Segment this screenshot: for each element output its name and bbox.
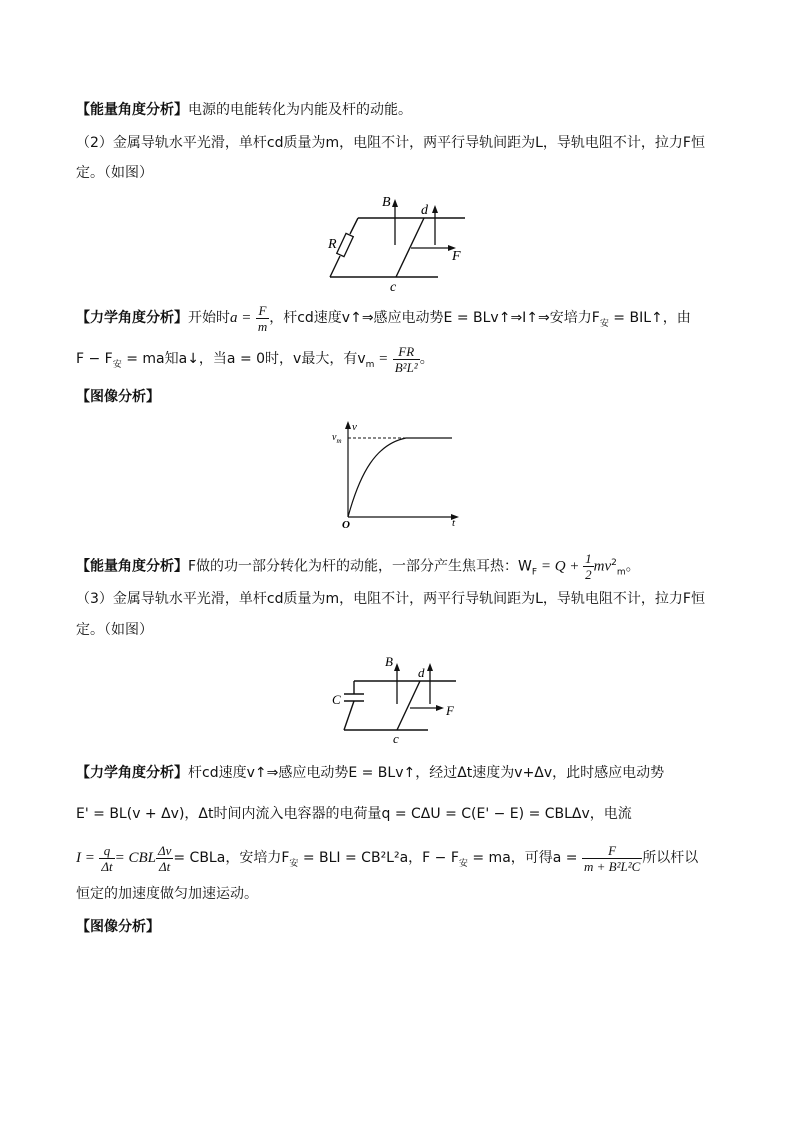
mechanics-analysis-2-line-2: E' = BL(v + Δv)，Δt时间内流入电容器的电荷量q = CΔU = C(E' − E) = CBLΔv，电流 bbox=[76, 806, 632, 822]
axis-label-t: t bbox=[452, 517, 456, 529]
rail-diagram-capacitor bbox=[330, 652, 465, 746]
label-B-2: B bbox=[385, 654, 393, 669]
fraction-dv-over-dt: $\frac{\Delta v}{\Delta t}$ bbox=[157, 842, 172, 874]
energy-text: 电源的电能转化为内能及杆的动能。 bbox=[188, 102, 412, 118]
velocity-curve bbox=[348, 438, 452, 517]
case-2-line-2: 定。（如图） bbox=[76, 165, 153, 181]
case-2-line-1: （2）金属导轨水平光滑，单杆cd质量为m，电阻不计，两平行导轨间距为L，导轨电阻不计，拉力F恒 bbox=[76, 135, 705, 151]
velocity-time-graph bbox=[328, 418, 464, 530]
fraction-F-over-m: $\frac{F}{m}$ bbox=[257, 302, 268, 334]
mechanics-analysis-2-line-1: 【力学角度分析】杆cd速度v↑⇒感应电动势E = BLv↑，经过Δt速度为v+Δv，此时感应电动势 bbox=[76, 765, 665, 781]
label-F-2: F bbox=[446, 703, 454, 718]
label-d-2: d bbox=[418, 665, 425, 680]
fraction-acceleration: $\frac{F}{\text{m + B²L²C}}$ bbox=[583, 842, 641, 874]
tag-image-analysis-2: 【图像分析】 bbox=[76, 919, 160, 935]
case-3-line-1: （3）金属导轨水平光滑，单杆cd质量为m，电阻不计，两平行导轨间距为L，导轨电阻不计，拉力F恒 bbox=[76, 591, 705, 607]
mechanics-analysis-1-line-2: $F - F_安$ = ma知a↓，当a = 0时，v最大，有$v_m$ = $\frac{FR}{\text{B²L²}}$ 。 bbox=[76, 343, 434, 375]
rail-diagram-resistor bbox=[320, 190, 480, 295]
label-vm: $v_m$ bbox=[332, 432, 342, 445]
mechanics-analysis-1-line-1: 【力学角度分析】开始时a = $\frac{F}{m}$ ，杆cd速度v↑⇒感应电动势E = BLv↑⇒I↑⇒安培力$F_安$ = BIL↑，由 bbox=[76, 302, 691, 334]
fraction-FR-over-B2L2: $\frac{FR}{\text{B²L²}}$ bbox=[394, 343, 418, 375]
axis-label-v: v bbox=[352, 421, 357, 433]
label-C: C bbox=[332, 692, 341, 707]
fraction-half: $\frac{1}{2}$ bbox=[585, 551, 592, 583]
label-F: F bbox=[452, 249, 461, 264]
label-c-2: c bbox=[393, 731, 399, 746]
label-B: B bbox=[382, 195, 391, 210]
energy-analysis-1 bbox=[76, 100, 724, 120]
tag-energy-2: 【能量角度分析】 bbox=[76, 558, 188, 575]
fraction-q-over-dt: $\frac{q}{\Delta t}$ bbox=[101, 842, 113, 874]
tag-image-analysis-1: 【图像分析】 bbox=[76, 389, 160, 405]
tag-mechanics-2: 【力学角度分析】 bbox=[76, 765, 188, 781]
energy-analysis-2: 【能量角度分析】F做的功一部分转化为杆的动能，一部分产生焦耳热：$W_F = Q$ + $\frac{1}{2}$ $mv^2_m$。 bbox=[76, 551, 640, 583]
case-3-line-2: 定。（如图） bbox=[76, 622, 153, 638]
tag-mechanics: 【力学角度分析】 bbox=[76, 310, 188, 326]
mechanics-analysis-2-line-3: I = $\frac{q}{\Delta t}$ = CBL $\frac{\Delta v}{\Delta t}$ = CBLa，安培力$F_安$ = BLI = CB²L²a，$F - F_安$ = ma，可得a = $\frac{F}{\text{m + B²L²C}}$ 所以杆以 bbox=[76, 842, 699, 874]
origin-O: O bbox=[342, 519, 350, 530]
mechanics-analysis-2-line-4: 恒定的加速度做匀加速运动。 bbox=[76, 886, 258, 902]
label-d: d bbox=[421, 203, 428, 218]
label-R: R bbox=[328, 237, 337, 252]
tag-energy: 【能量角度分析】 bbox=[76, 102, 188, 118]
label-c: c bbox=[390, 280, 397, 295]
